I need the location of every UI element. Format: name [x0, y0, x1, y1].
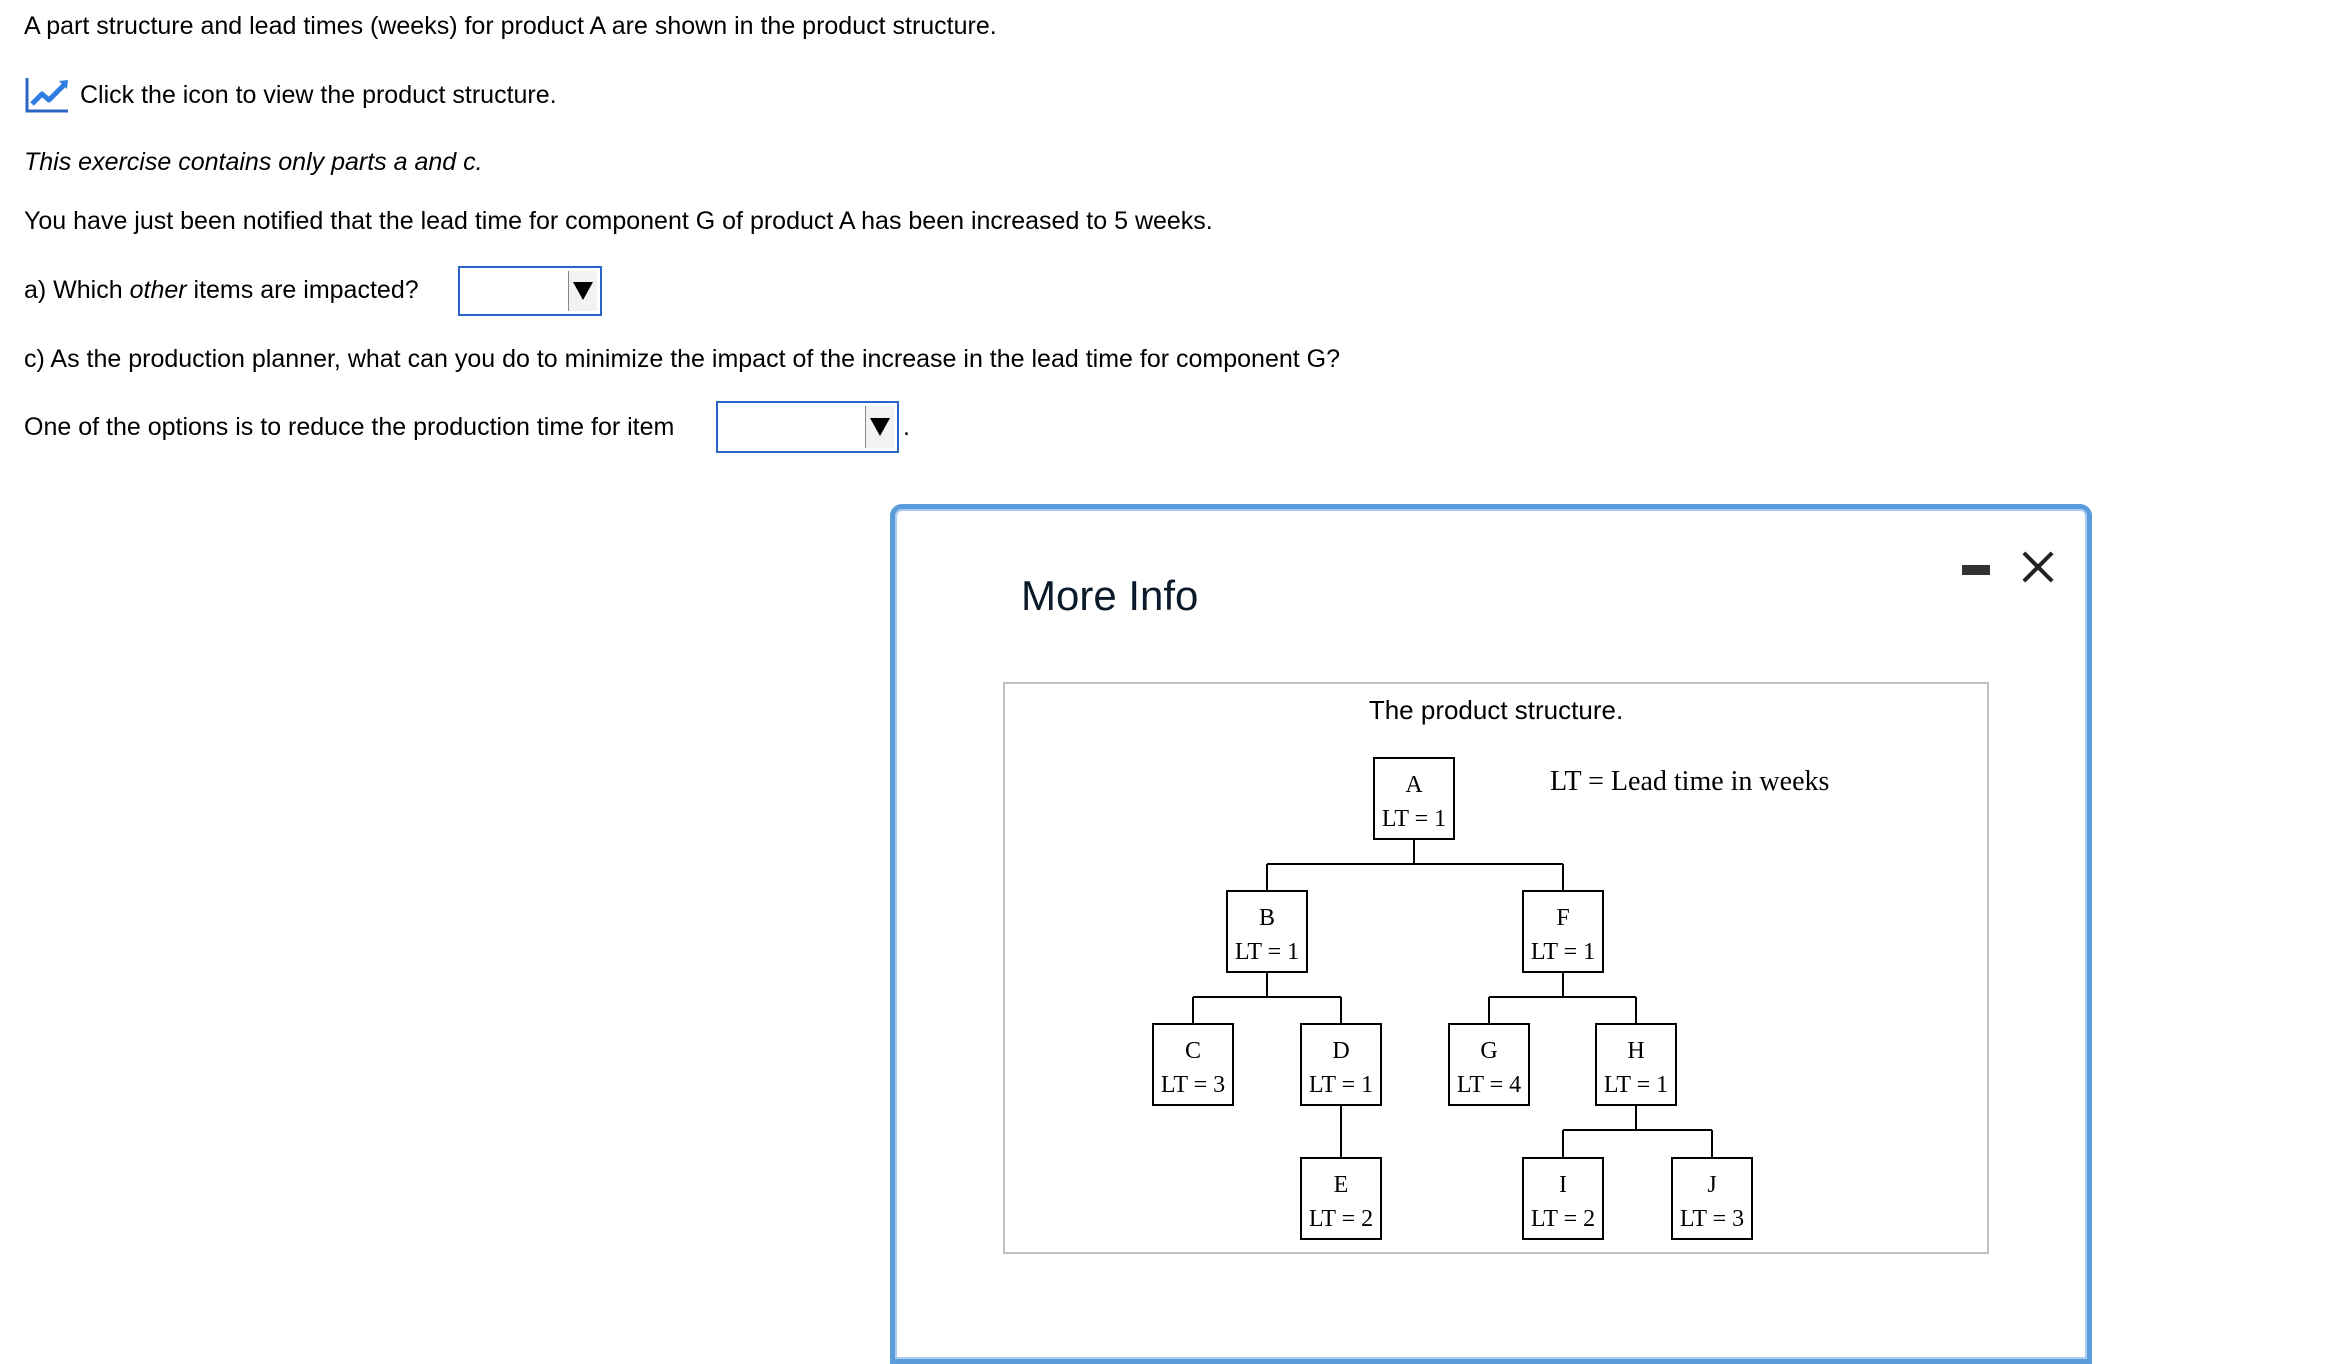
node-lead-time: LT = 2 — [1308, 1206, 1374, 1232]
part-a-prefix: a) Which — [24, 276, 130, 304]
node-lead-time: LT = 1 — [1530, 939, 1596, 965]
tree-node-G — [1449, 1024, 1529, 1105]
close-button[interactable] — [2016, 545, 2060, 589]
sentence-period: . — [903, 413, 910, 441]
node-lead-time: LT = 3 — [1679, 1206, 1745, 1232]
node-letter: F — [1556, 905, 1570, 931]
part-a-emphasis: other — [129, 276, 187, 304]
more-info-dialog — [890, 504, 2092, 1364]
icon-link-text[interactable]: Click the icon to view the product structure. — [80, 81, 557, 109]
dialog-title: More Info — [1021, 572, 1199, 619]
item-dropdown[interactable] — [716, 401, 899, 453]
part-a-dropdown[interactable] — [458, 266, 602, 316]
product-structure-figure — [1003, 682, 1989, 1254]
exercise-note: This exercise contains only parts a and c. — [24, 148, 483, 176]
part-c-question: c) As the production planner, what can you do to minimize the impact of the increase in the lead time for component G? — [24, 345, 1341, 373]
tree-node-C — [1153, 1024, 1233, 1105]
node-lead-time: LT = 1 — [1381, 806, 1447, 832]
node-letter: C — [1184, 1038, 1202, 1064]
node-lead-time: LT = 1 — [1308, 1072, 1374, 1098]
node-letter: A — [1405, 772, 1423, 798]
minimize-button[interactable] — [1955, 549, 1997, 591]
icon-link-row — [24, 76, 557, 114]
tree-node-B — [1227, 891, 1307, 972]
dropdown-arrow-icon[interactable] — [865, 406, 894, 448]
node-letter: J — [1707, 1172, 1717, 1198]
chart-icon[interactable] — [24, 76, 70, 114]
node-letter: E — [1333, 1172, 1349, 1198]
node-lead-time: LT = 2 — [1530, 1206, 1596, 1232]
node-letter: B — [1258, 905, 1276, 931]
node-lead-time: LT = 1 — [1603, 1072, 1669, 1098]
part-a-suffix: items are impacted? — [186, 276, 419, 304]
tree-node-H — [1596, 1024, 1676, 1105]
option-text: One of the options is to reduce the production time for item — [24, 413, 675, 441]
tree-node-D — [1301, 1024, 1381, 1105]
intro-text: A part structure and lead times (weeks) for product A are shown in the product structure. — [24, 12, 997, 40]
tree-node-I — [1523, 1158, 1603, 1239]
figure-title: The product structure. — [1368, 695, 1624, 725]
tree-node-A — [1374, 758, 1454, 839]
tree-connectors — [1193, 839, 1712, 1158]
node-letter: G — [1480, 1038, 1498, 1064]
node-letter: H — [1627, 1038, 1645, 1064]
dropdown-arrow-icon[interactable] — [568, 271, 597, 311]
product-structure-tree — [1005, 684, 1987, 1252]
node-lead-time: LT = 4 — [1456, 1072, 1522, 1098]
tree-node-J — [1672, 1158, 1752, 1239]
minimize-icon — [1962, 565, 1990, 575]
node-letter: I — [1559, 1172, 1567, 1198]
notification-text: You have just been notified that the lead time for component G of product A has been increased to 5 weeks. — [24, 207, 1213, 235]
node-lead-time: LT = 1 — [1234, 939, 1300, 965]
part-a-question — [24, 274, 419, 306]
legend-text: LT = Lead time in weeks — [1550, 766, 1830, 797]
tree-node-F — [1523, 891, 1603, 972]
node-letter: D — [1332, 1038, 1350, 1064]
tree-node-E — [1301, 1158, 1381, 1239]
node-lead-time: LT = 3 — [1160, 1072, 1226, 1098]
